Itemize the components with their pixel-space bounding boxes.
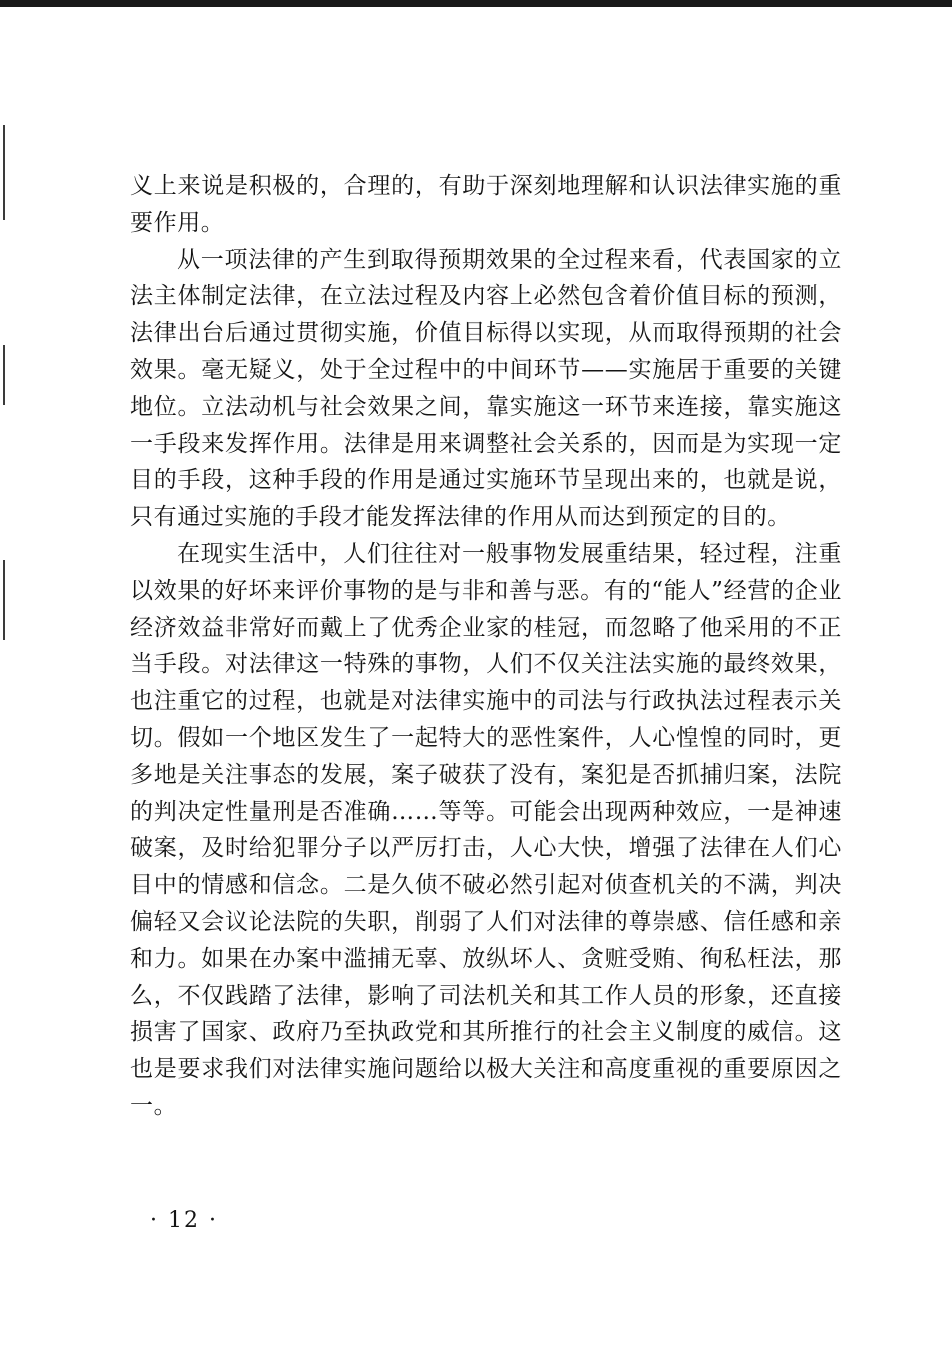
body-text [130, 168, 842, 1125]
left-edge-mark [3, 345, 5, 405]
paragraph: 从一项法律的产生到取得预期效果的全过程来看，代表国家的立法主体制定法律，在立法过程及内容上必然包含着价值目标的预测，法律出台后通过贯彻实施，价值目标得以实现，从而取得预期的社会效果。毫无疑义，处于全过程中的中间环节——实施居于重要的关键地位。立法动机与社会效果之间，靠实施这一环节来连接，靠实施这一手段来发挥作用。法律是用来调整社会关系的，因而是为实现一定目的手段，这种手段的作用是通过实施环节呈现出来的，也就是说，只有通过实施的手段才能发挥法律的作用从而达到预定的目的。 [130, 246, 842, 531]
left-edge-mark [3, 125, 5, 220]
page-number: · 12 · [150, 1208, 218, 1233]
paragraph: 在现实生活中，人们往往对一般事物发展重结果，轻过程，注重以效果的好坏来评价事物的是与非和善与恶。有的“能人”经营的企业经济效益非常好而戴上了优秀企业家的桂冠，而忽略了他采用的不正当手段。对法律这一特殊的事物，人们不仅关注法实施的最终效果，也注重它的过程，也就是对法律实施中的司法与行政执法过程表示关切。假如一个地区发生了一起特大的恶性案件，人心惶惶的同时，更多地是关注事态的发展，案子破获了没有，案犯是否抓捕归案，法院的判决定性量刑是否准确……等等。可能会出现两种效应，一是神速破案，及时给犯罪分子以严厉打击，人心大快，增强了法律在人们心目中的情感和信念。二是久侦不破必然引起对侦查机关的不满，判决偏轻又会议论法院的失职，削弱了人们对法律的尊崇感、信任感和亲和力。如果在办案中滥捕无辜、放纵坏人、贪赃受贿、徇私枉法，那么，不仅践踏了法律，影响了司法机关和其工作人员的形象，还直接损害了国家、政府乃至执政党和其所推行的社会主义制度的威信。这也是要求我们对法律实施问题给以极大关注和高度重视的重要原因之一。 [130, 540, 842, 1119]
top-scan-border [0, 0, 952, 7]
left-edge-mark [3, 560, 5, 640]
paragraph-continued: 义上来说是积极的，合理的，有助于深刻地理解和认识法律实施的重要作用。 [130, 173, 842, 236]
